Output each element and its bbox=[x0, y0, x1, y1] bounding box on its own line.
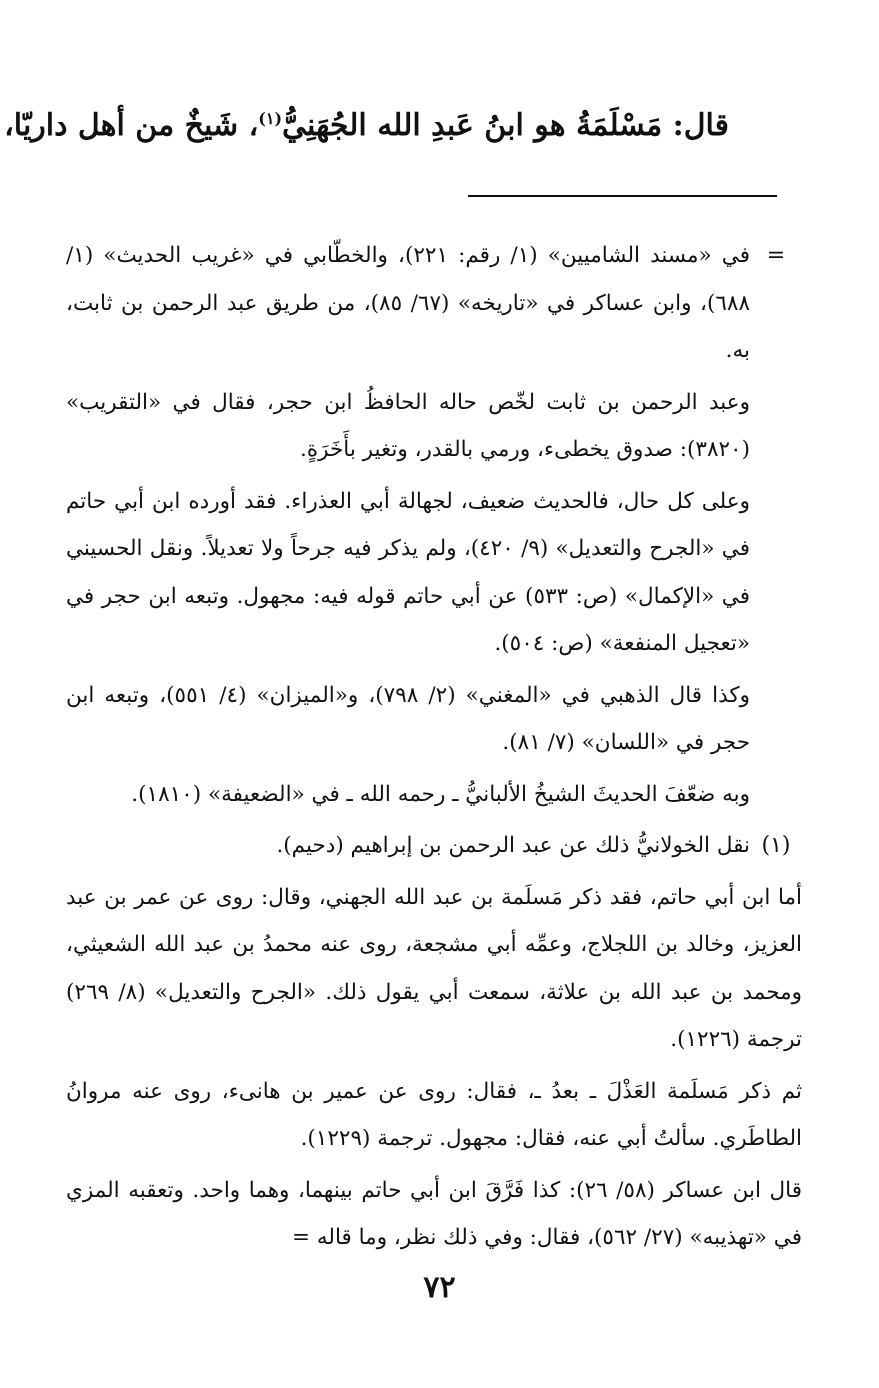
footnote-1-marker: (١) bbox=[761, 833, 791, 858]
main-text-tail: ، شَيخٌ من أهل داريّا، bbox=[4, 108, 259, 143]
paragraph: في «مسند الشاميين» (١/ رقم: ٢٢١)، والخطّابي في «غريب الحديث» (١/ ٦٨٨)، وابن عساكر في «تاريخه» (٦٧/ ٨٥)، من طريق عبد الرحمن بن ثابت، به. bbox=[66, 243, 751, 363]
paragraph: وكذا قال الذهبي في «المغني» (٢/ ٧٩٨)، و«الميزان» (٤/ ٥٥١)، وتبعه ابن حجر في «اللسان» (٧/ ٨١). bbox=[66, 682, 750, 755]
paragraph: أما ابن أبي حاتم، فقد ذكر مَسلَمة بن عبد الله الجهني، وقال: روى عن عمر بن عبد العزيز، وخالد بن اللجلاج، وعمِّه أبي مشجعة، روى عنه محمدُ بن عبد الله الشعيثي، ومحمد بن عبد الله بن علاثة، سمعت أبي يقول ذلك. «الجرح والتعديل» (٨/ ٢٦٩) ترجمة (١٢٢٦). bbox=[66, 884, 803, 1052]
paragraph: وبه ضعّفَ الحديثَ الشيخُ الألبانيُّ ـ رحمه الله ـ في «الضعيفة» (١٨١٠). bbox=[131, 781, 750, 807]
main-text: قال: مَسْلَمَةُ هو ابنُ عَبدِ الله الجُهَنِيُّ bbox=[282, 108, 729, 143]
main-text-line bbox=[4, 108, 729, 143]
footnote-1-continued bbox=[66, 874, 802, 1262]
continuation-marker: = bbox=[766, 243, 786, 268]
footnote-reference: (١) bbox=[258, 109, 283, 128]
paragraph: وعلى كل حال، فالحديث ضعيف، لجهالة أبي العذراء. فقد أورده ابن أبي حاتم في «الجرح والتعديل» (٩/ ٤٢٠)، ولم يذكر فيه جرحاً ولا تعديلاً. ونقل الحسيني في «الإكمال» (ص: ٥٣٣) عن أبي حاتم قوله فيه: مجهول. وتبعه ابن حجر في «تعجيل المنفعة» (ص: ٥٠٤). bbox=[66, 488, 750, 656]
paragraph: نقل الخولانيُّ ذلك عن عبد الرحمن بن إبراهيم (دحيم). bbox=[276, 833, 750, 858]
paragraph: ثم ذكر مَسلَمة العَذْلَ ـ بعدُ ـ، فقال: روى عن عمير بن هانىء، روى عنه مروانُ الطاطَري. سألتُ أبي عنه، فقال: مجهول. ترجمة (١٢٢٩). bbox=[66, 1078, 802, 1151]
paragraph: وعبد الرحمن بن ثابت لخّص حاله الحافظُ ابن حجر، فقال في «التقريب» (٣٨٢٠): صدوق يخطىء، ورمي بالقدر، وتغير بأَخَرَةٍ. bbox=[66, 389, 750, 462]
footnote-1 bbox=[66, 822, 802, 874]
footnote-continuation bbox=[66, 232, 802, 822]
footnotes-section bbox=[66, 232, 802, 1266]
continuation-body bbox=[66, 232, 750, 822]
page-number: ٧٢ bbox=[423, 1270, 456, 1305]
paragraph: قال ابن عساكر (٥٨/ ٢٦): كذا فَرَّقَ ابن أبي حاتم بينهما، وهما واحد. وتعقبه المزي في «تهذيبه» (٢٧/ ٥٦٢)، فقال: وفي ذلك نظر، وما قاله = bbox=[66, 1177, 803, 1250]
footnote-1-body bbox=[66, 822, 750, 874]
footnote-separator bbox=[468, 195, 777, 197]
